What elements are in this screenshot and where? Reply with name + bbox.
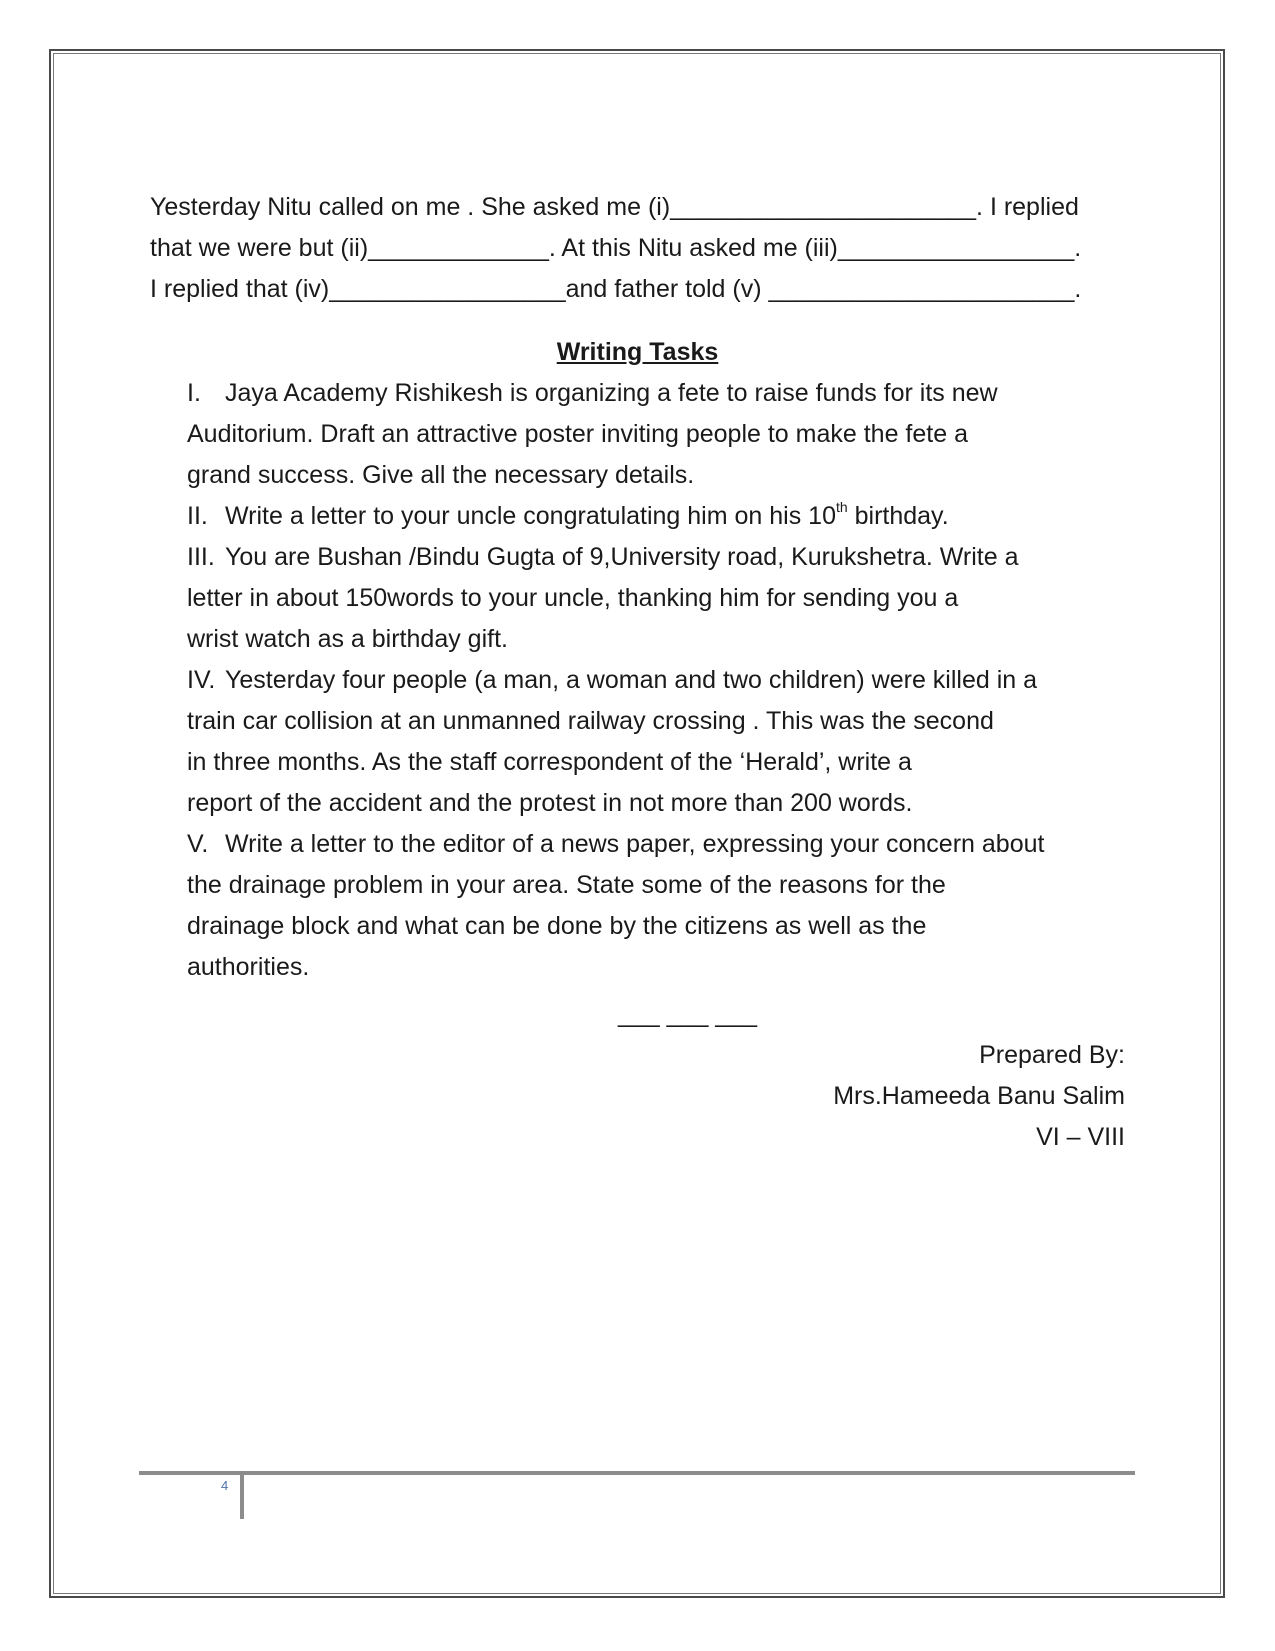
task-text: Yesterday four people (a man, a woman and two children) were killed in a	[225, 666, 1038, 694]
task-item-2	[150, 496, 1125, 537]
signature-block	[150, 1035, 1125, 1158]
task-4-line-4: report of the accident and the protest in not more than 200 words.	[187, 789, 913, 817]
intro-line-1: Yesterday Nitu called on me . She asked me (i)______________________. I replied	[150, 193, 1079, 221]
author-name: Mrs.Hameeda Banu Salim	[833, 1082, 1125, 1110]
task-text: Write a letter to the editor of a news paper, expressing your concern about	[225, 830, 1045, 858]
task-superscript: th	[835, 499, 848, 515]
task-5-line-1	[187, 824, 1125, 865]
task-number: V.	[187, 830, 209, 858]
task-number: II.	[187, 502, 208, 530]
writing-tasks-list	[150, 373, 1125, 988]
task-text: Write a letter to your uncle congratulating him on his 10	[225, 502, 836, 530]
writing-tasks-heading: Writing Tasks	[556, 338, 719, 366]
task-number: III.	[187, 543, 215, 571]
task-text: Jaya Academy Rishikesh is organizing a fete to raise funds for its new	[225, 379, 998, 407]
prepared-by-label: Prepared By:	[979, 1041, 1125, 1069]
page-content	[150, 187, 1125, 1158]
task-1-line-3: grand success. Give all the necessary details.	[187, 461, 695, 489]
footer-rule	[139, 1471, 1135, 1475]
task-item-4	[150, 660, 1125, 824]
task-3-line-2: letter in about 150words to your uncle, thanking him for sending you a	[187, 584, 959, 612]
task-4-line-3: in three months. As the staff correspondent of the ‘Herald’, write a	[187, 748, 912, 776]
task-3-line-1	[187, 537, 1125, 578]
page-number: 4	[221, 1478, 229, 1493]
task-1-line-2: Auditorium. Draft an attractive poster inviting people to make the fete a	[187, 420, 968, 448]
task-number: I.	[187, 379, 201, 407]
task-4-line-1	[187, 660, 1125, 701]
intro-line-3: I replied that (iv)_________________and father told (v) ______________________.	[150, 275, 1082, 303]
end-separator: ___ ___ ___	[617, 1000, 758, 1028]
task-3-line-3: wrist watch as a birthday gift.	[187, 625, 508, 653]
intro-line-2: that we were but (ii)_____________. At this Nitu asked me (iii)_________________.	[150, 234, 1082, 262]
class-range: VI – VIII	[1036, 1123, 1125, 1151]
task-number: IV.	[187, 666, 216, 694]
task-text-after: birthday.	[847, 502, 949, 530]
footer-divider	[240, 1475, 244, 1519]
intro-paragraph	[150, 187, 1125, 310]
task-item-3	[150, 537, 1125, 660]
task-5-line-2: the drainage problem in your area. State some of the reasons for the	[187, 871, 946, 899]
task-text: You are Bushan /Bindu Gugta of 9,University road, Kurukshetra. Write a	[225, 543, 1019, 571]
task-item-1	[150, 373, 1125, 496]
task-2-line-1	[187, 496, 1125, 537]
task-item-5	[150, 824, 1125, 988]
task-5-line-3: drainage block and what can be done by the citizens as well as the	[187, 912, 927, 940]
task-5-line-4: authorities.	[187, 953, 310, 981]
task-1-line-1	[187, 373, 1125, 414]
task-4-line-2: train car collision at an unmanned railway crossing . This was the second	[187, 707, 994, 735]
